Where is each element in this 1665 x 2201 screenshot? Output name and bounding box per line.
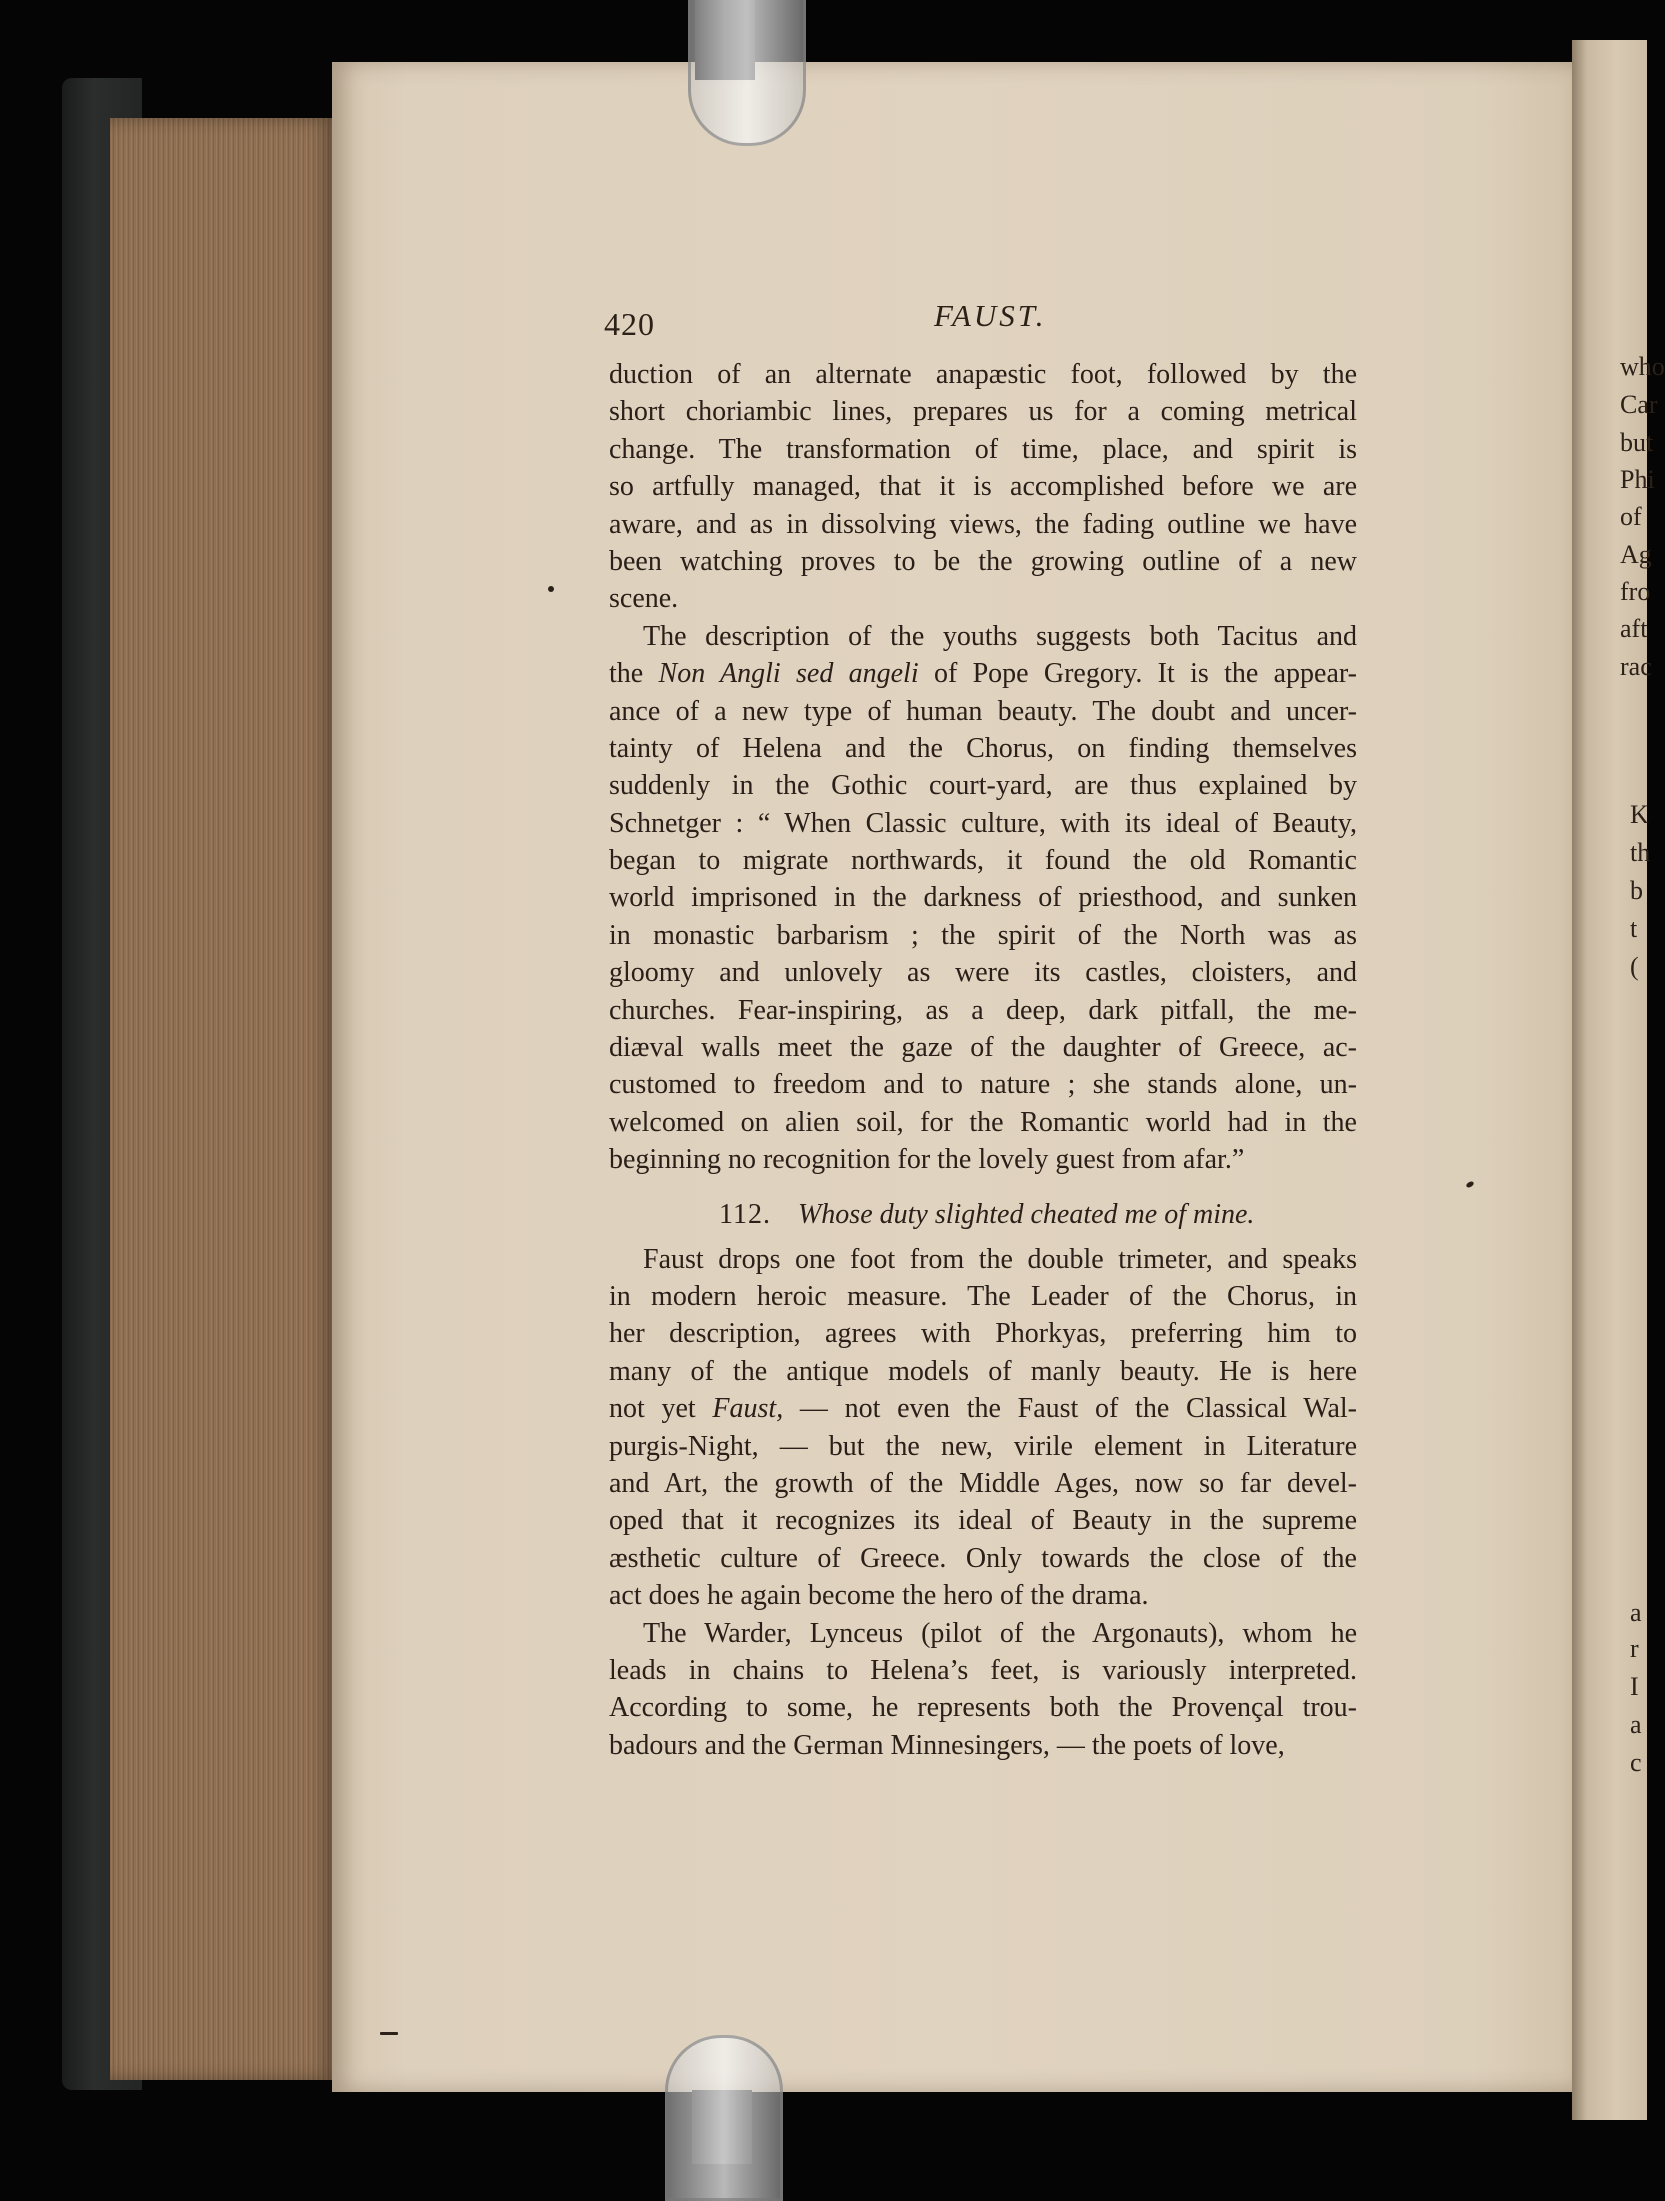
text-line: Schnetger : “ When Classic culture, with its ideal of Beauty, [609,807,1357,839]
next-page-fragment: rac [1620,652,1652,681]
text-line: change. The transformation of time, place, and spirit is [609,433,1357,465]
text-line [609,1390,1357,1427]
next-page-fragment: r [1630,1634,1639,1663]
text-line: customed to freedom and to nature ; she stands alone, un- [609,1069,1357,1101]
page-clip-bottom [665,2035,783,2201]
paragraph-3 [609,1241,1357,1615]
text-line: The Warder, Lynceus (pilot of the Argonauts), whom he [643,1617,1357,1649]
next-page-fragment: Phi [1620,465,1655,494]
italic-run: Faust, [712,1393,784,1425]
text-run: the [609,658,659,690]
text-line: badours and the German Minnesingers, — the poets of love, [609,1729,1285,1761]
next-page-fragment: Ag [1620,540,1652,569]
next-page-fragment: but [1620,428,1654,457]
text-line: been watching proves to be the growing outline of a new [609,545,1357,577]
next-page-fragment: who [1620,352,1665,381]
text-run: of Pope Gregory. It is the appear- [918,658,1357,690]
text-line: oped that it recognizes its ideal of Beauty in the supreme [609,1505,1357,1537]
text-line: in modern heroic measure. The Leader of the Chorus, in [609,1280,1357,1312]
section-number: 112. [719,1198,771,1230]
paragraph-4 [609,1615,1357,1765]
page-number: 420 [604,306,655,342]
page-header [604,298,1384,346]
next-page-fragment: a [1630,1598,1642,1627]
body-text [609,356,1357,1764]
text-line: ance of a new type of human beauty. The doubt and uncer- [609,695,1357,727]
text-line [609,655,1357,692]
text-line: and Art, the growth of the Middle Ages, now so far devel- [609,1467,1357,1499]
next-page-fragment: aft [1620,614,1648,643]
text-line: aware, and as in dissolving views, the fading outline we have [609,508,1357,540]
text-line: æsthetic culture of Greece. Only towards the close of the [609,1542,1357,1574]
running-title: FAUST. [934,298,1047,333]
text-line: gloomy and unlovely as were its castles, cloisters, and [609,957,1357,989]
page-clip-top [688,0,806,146]
next-page-fragment: c [1630,1748,1642,1777]
next-page-fragment: of [1620,502,1642,531]
text-line: churches. Fear-inspiring, as a deep, dark pitfall, the me- [609,994,1357,1026]
next-page-fragment: ( [1630,952,1639,981]
italic-run: Non Angli sed angeli [658,658,919,690]
paragraph-1 [609,356,1357,618]
text-line: world imprisoned in the darkness of priesthood, and sunken [609,882,1357,914]
next-page-fragment: a [1630,1710,1642,1739]
text-line: leads in chains to Helena’s feet, is variously interpreted. [609,1654,1357,1686]
text-run: not yet [609,1393,713,1425]
text-line: in monastic barbarism ; the spirit of the North was as [609,919,1357,951]
text-line: tainty of Helena and the Chorus, on finding themselves [609,732,1357,764]
spacer [609,1179,1357,1189]
page-speck [380,2032,398,2035]
text-line: act does he again become the hero of the drama. [609,1580,1149,1612]
next-page-fragment: Car [1620,390,1658,419]
paragraph-2 [609,618,1357,1179]
next-page-fragment: b [1630,876,1643,905]
text-line: Faust drops one foot from the double trimeter, and speaks [643,1243,1357,1275]
section-quote: Whose duty slighted cheated me of mine. [797,1198,1255,1230]
next-page-fragment: I [1630,1672,1639,1701]
text-line: The description of the youths suggests both Tacitus and [643,620,1357,652]
next-page-fragment: K [1630,800,1649,829]
text-line: short choriambic lines, prepares us for a coming metrical [609,396,1357,428]
text-line: many of the antique models of manly beauty. He is here [609,1355,1357,1387]
next-page-edge [1572,40,1665,2120]
text-line: beginning no recognition for the lovely guest from afar.” [609,1144,1245,1176]
text-line: duction of an alternate anapæstic foot, followed by the [609,359,1357,390]
text-line: According to some, he represents both the Provençal trou- [609,1692,1357,1724]
text-line: welcomed on alien soil, for the Romantic world had in the [609,1106,1357,1138]
text-line: purgis-Night, — but the new, virile element in Literature [609,1430,1357,1462]
text-line: diæval walls meet the gaze of the daughter of Greece, ac- [609,1032,1357,1064]
text-line: so artfully managed, that it is accomplished before we are [609,471,1357,503]
section-heading [609,1189,1357,1241]
next-page-fragment: t [1630,914,1638,943]
page-edges [110,118,336,2080]
next-page-fragment: th [1630,838,1651,867]
page-speck [548,586,554,592]
text-line: scene. [609,583,679,615]
text-line: began to migrate northwards, it found the old Romantic [609,845,1357,877]
text-line: her description, agrees with Phorkyas, preferring him to [609,1318,1357,1350]
text-run: — not even the Faust of the Classical Wal- [783,1393,1357,1425]
text-line: suddenly in the Gothic court-yard, are thus explained by [609,770,1357,802]
next-page-fragment: fro [1620,577,1651,606]
